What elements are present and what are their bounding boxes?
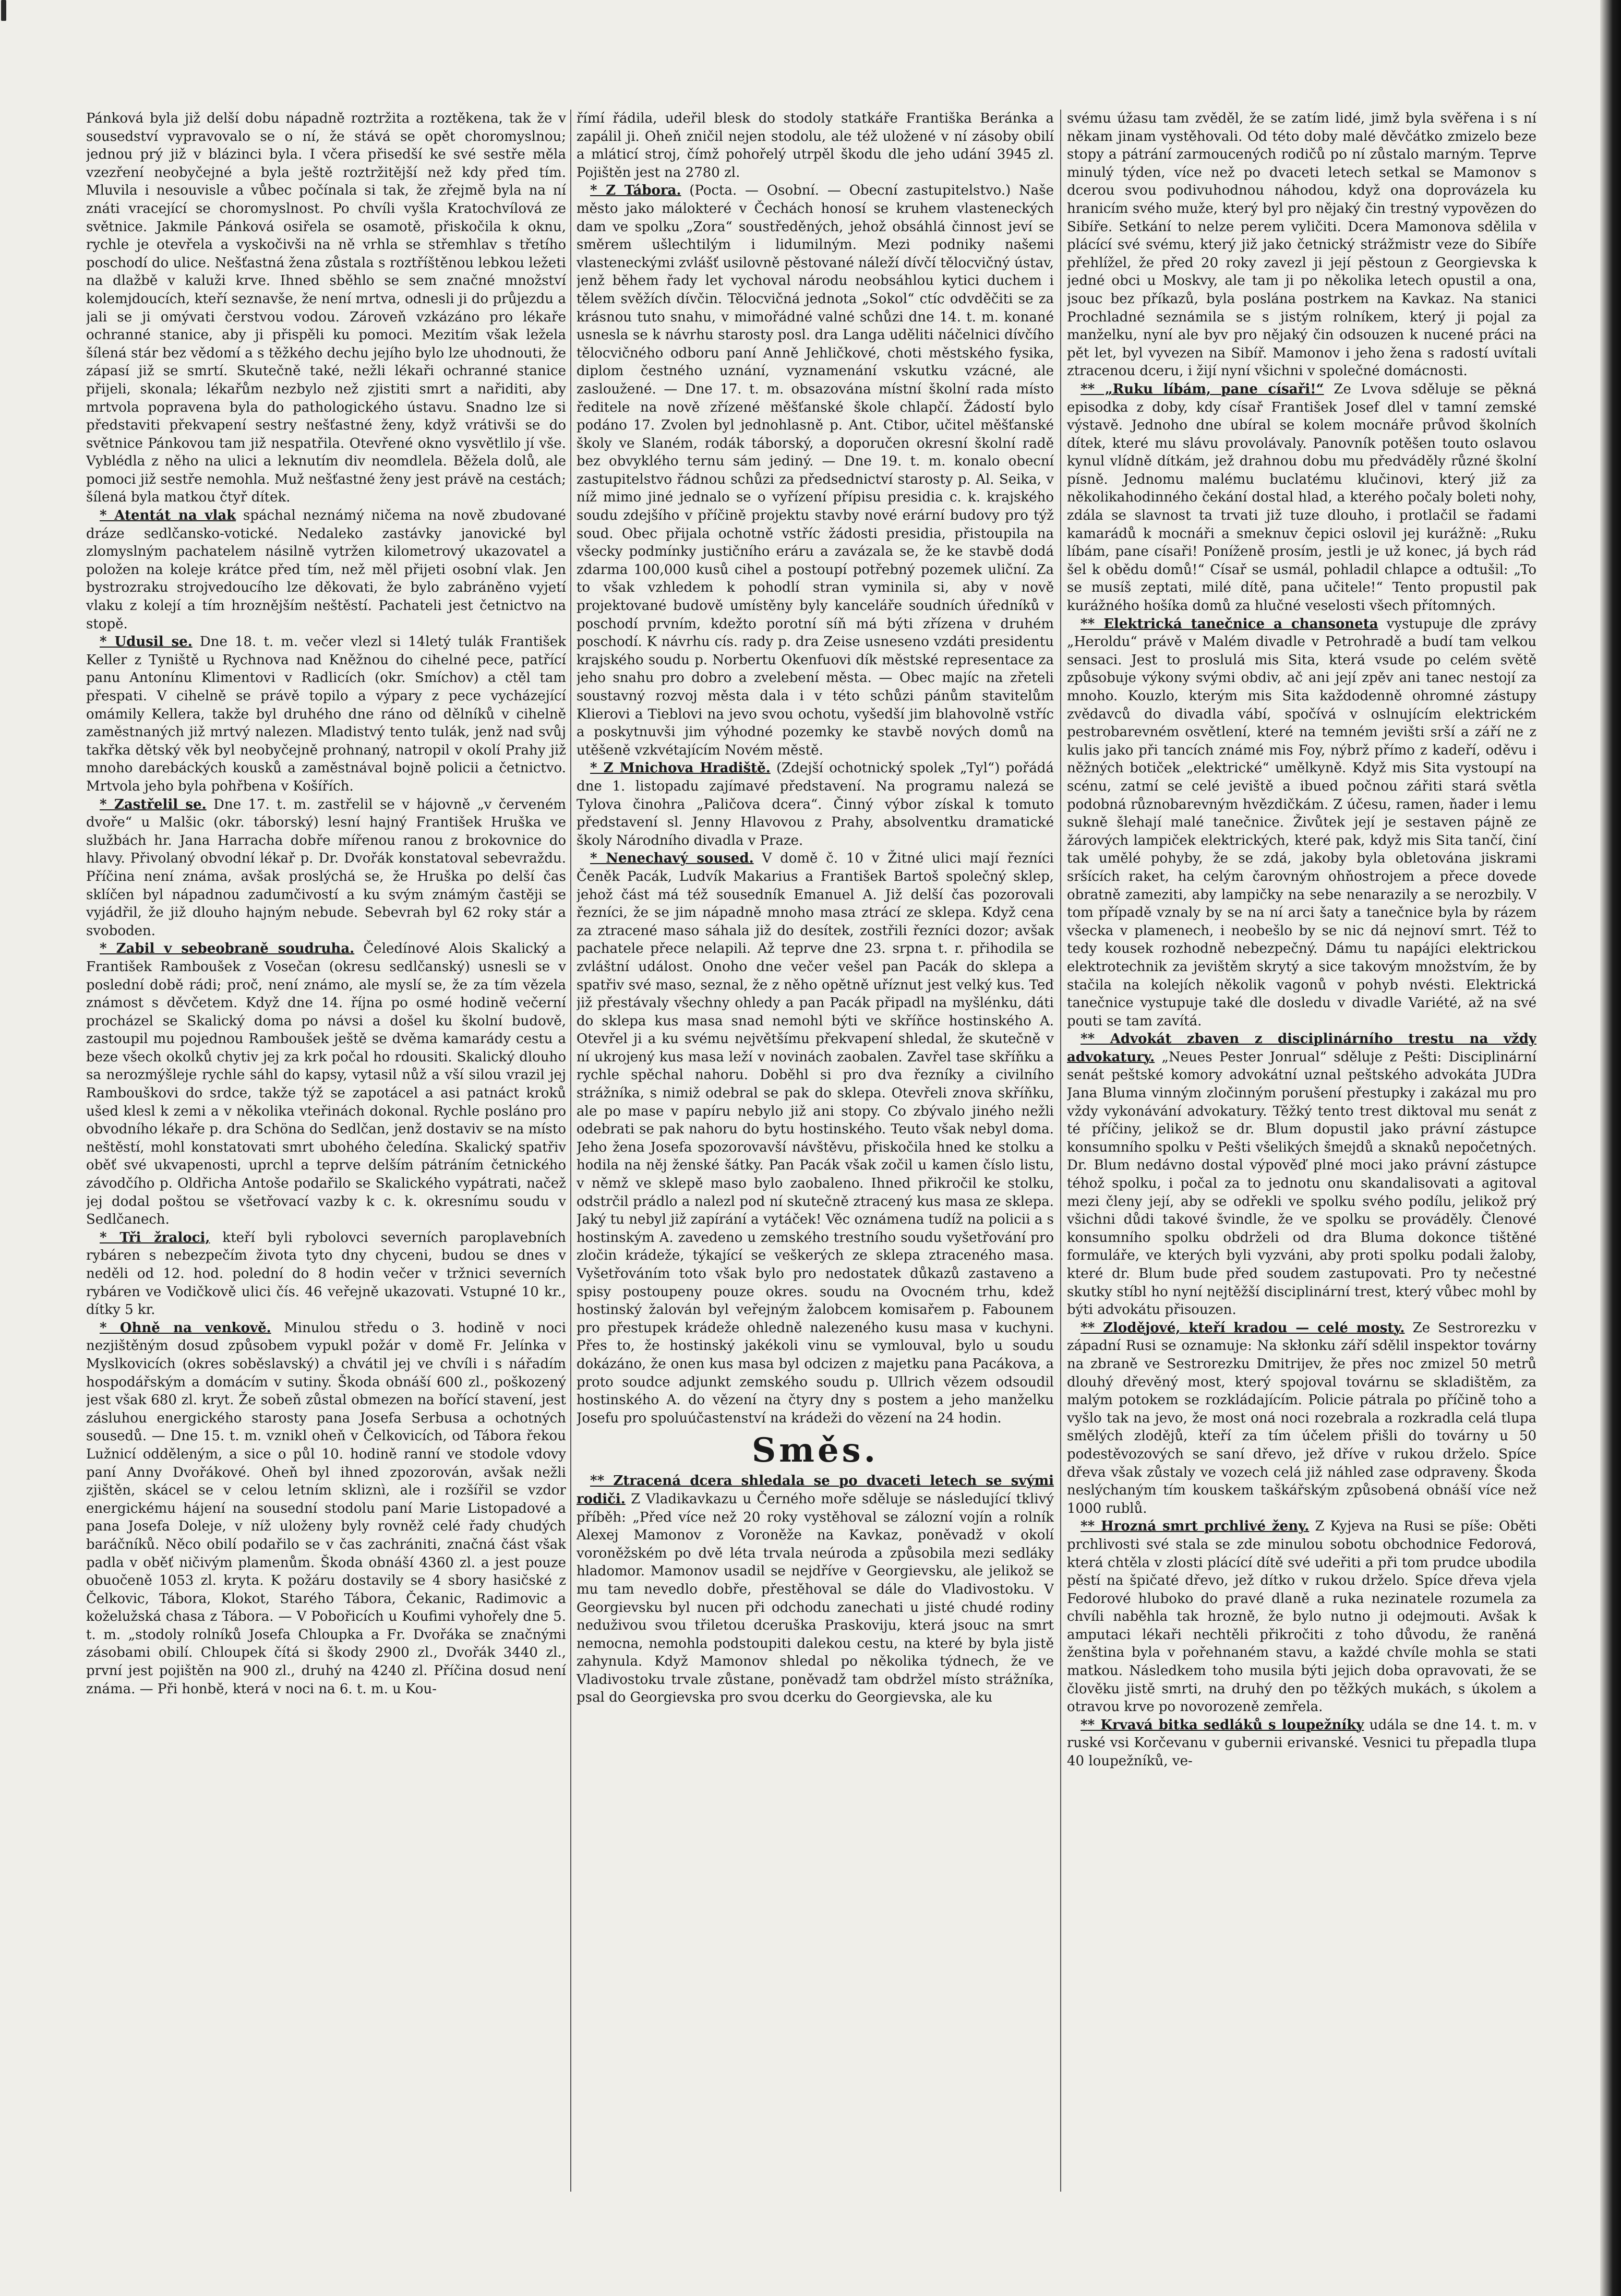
article-headline: ** Advokát zbaven z disciplinárního trestu na vždy advokatury. xyxy=(1067,1031,1536,1065)
article-headline: ** Ztracená dcera shledala se po dvaceti letech se svými rodiči. xyxy=(577,1473,1054,1507)
article-continuation: Pánková byla již delší dobu nápadně roztržita a roztěkena, tak že v sousedství vypravovalo se o ní, že stává se opět choromyslnou; jednou prý již v blázinci byla. I včera přisedší ke své sestře měla vzezření neobyčejné a byla ještě roztržitější než kdy před tím. Mluvila i nesouvisle a vůbec počínala si tak, že zřejmě byla na ní znáti vracející se choromyslnost. Po chvíli vyšla Kratochvílová ze světnice. Jakmile Pánková osiřela se osamotě, přiskočila k oknu, rychle je otevřela a vyskočivši na ně vrhla se střemhlav s třetího poschodí do ulice. Nešťastná žena zůstala s roztříštěnou lebkou ležeti na dlažbě v kaluži krve. Ihned sběhlo se sem značné množství kolemjdoucích, kteří seznavše, že není mrtva, odnesli ji do průjezdu a jali se ji omývati čerstvou vodou. Zároveň vzkázáno pro lékaře ochranné stanice, aby ji přispěli ku pomoci. Mezitím však ležela šílená stár bez vědomí a s těžkého dechu jejího bylo lze uhodnouti, že zápasí již se smrtí. Skutečně také, nežli lékaři ochranné stanice přijeli, skonala; lékařům nezbylo než zjistiti smrt a nařiditi, aby mrtvola popravena byla do pathologického ústavu. Snadno lze si představiti překvapení sestry nešťastné ženy, když vrátivši se do světnice Pánkovou tam již nespatřila. Otevřené okno vysvětlilo jí vše. Vyblédla z něho na ulici a leknutím div neomdlela. Běžela dolů, ale pomoci již sestře nemohla. Muž nešťastné ženy jest právě na cestách; šílená byla matkou čtyř dítek. xyxy=(86,111,566,506)
article-headline: * Tři žraloci, xyxy=(100,1229,210,1246)
article-emperor: ** „Ruku líbám, pane císaři!“ Ze Lvova sděluje se pěkná episodka z doby, kdy císař František Josef dlel v tamní zemské výstavě. Jednoho dne ubíral se kolem mocnáře průvod školních dítek, které mu slávu provolávaly. Panovník potěšen touto oslavou kynul vlídně dítkám, jež drahnou dobu mu předváděly různé školní písně. Jednomu malému buclatému klučinovi, který již za několikahodinného čekání dostal hlad, a kterého počaly boleti nohy, zdála se slavnost ta trvati již tuze dlouho, i protlačil se řadami kamarádů k mocnáři a smeknuv čepici oslovil jej kurážně: „Ruku líbám, pane císaři! Poníženě prosím, jestli je už konec, já bych rád šel k obědu domů!“ Císař se usmál, pohladil chlapce a odtušil: „To se musíš zeptati, milé dítě, pana učitele!“ Tento propustil pak kurážného hošíka domů za hlučné veselosti všech přítomných. xyxy=(1067,381,1536,614)
article-electric-dancer: ** Elektrická tanečnice a chansoneta vystupuje dle zprávy „Heroldu“ právě v Malém divadle v Petrohradě a budí tam velkou sensaci. Jest to proslulá mis Sita, která vsude po celém světě způsobuje výkony svými obdiv, ač ani její zpěv ani tanec nestojí za mnoho. Kouzlo, kterým mis Sita každodenně ohromné zástupy zvědavců do divadla vábí, spočívá v oslnujícím elektrickém pestrobarevném osvětlení, které na temném jevišti srší a září ne z kulis jako při tancích známé mis Foy, nýbrž přímo z kadeří, oděvu i něžných botiček „elektrické“ umělkyně. Když mis Sita vystoupí na scénu, zatmí se celé jeviště a ibued počnou zářiti stará světla podobná různobarevným hvězdičkám. Z účesu, ramen, ňader i lemu sukně šlehají malé tanečnice. Živůtek její je sestaven pájně ze žárových lampiček elektrických, které pak, když mis Sita tančí, činí tak umělé pohyby, že se zdá, jakoby byla obletována jiskrami sršících raket, ha celým čarovným ohňostrojem a přece dovede obratně zameziti, aby lampičky na sebe nenarazily a se nerozbily. V tom případě vznaly by se na ní arci šaty a tanečnice byla by rázem všecka v plamenech, i neobešlo by se nic dá nejnoví smrt. Též to tedy kousek rozhodně nebezpečný. Dámu tu napájíci elektrickou elektrotechnik za jevištěm skrytý a sice takovým množstvím, že by stačila na kolejích několik vagonů v pohyb nvésti. Elektrická tanečnice vystupuje také dle dosledu v divadle Variété, až na své pouti se tam zavítá. xyxy=(1067,616,1536,1029)
text-column-2 xyxy=(577,110,1054,2186)
article-continuation: svému úžasu tam zvěděl, že se zatím lidé, jimž byla svěřena i s ní někam jinam vystěhovali. Od této doby malé děvčátko zmizelo beze stopy a pátrání zarmoucených rodičů po ní zůstalo marným. Teprve minulý týden, více než po dvaceti letech setkal se Mamonov s dcerou svou podivuhodnou náhodou, když ona doprovázela ku hranicím svého muže, který byl pro nějaký čin trestný vypovězen do Sibíře. Setkání to nelze perem vyličiti. Dcera Mamonova sdělila v plácící své svému, který již jako četnický strážmistr veze do Sibíře přehlížel, že před 20 roky zavezl ji její pěstoun z Georgievska k jedné obci u Moskvy, ale tam ji po několika letech opustil a ona, jsouc bez příkazů, byla poslána postrkem na Kavkaz. Na stanici Prochladné seznámila se s jistým rolníkem, který ji pojal za manželku, nyní ale byv pro nějaký čin odsouzen k nucené práci na pět let, byl vyvezen na Sibíř. Mamonov i jeho žena s radostí uvítali ztracenou dceru, i žijí nyní všichni v společné domácnosti. xyxy=(1067,111,1536,379)
article-lawyer: ** Advokát zbaven z disciplinárního trestu na vždy advokatury. „Neues Pester Jonrual“ sděluje z Pešti: Disciplinární senát peštské komory advokátní uznal peštského advokáta JUDra Jana Bluma vinným zločinným porušení přestupky i zakázal mu pro vždy vykonávání advokatury. Těžký tento trest diktoval mu senát z té příčiny, jelikož se dr. Blum dopustil jako právní zástupce konsumního spolku v Pešti všelikých šmejdů a sknaků nepočetných. Dr. Blum nedávno dostal výpověď plné moci jako právní zástupce téhož spolku, i počal za to jednotu onu skandalisovati a agitoval mezi členy její, aby se odřekli ve spolku svého podílu, jelikož prý všichni důdi takové švindle, že ve spolku se prováděly. Členové konsumního spolku obdrželi od dra Bluma dokonce tištěné formuláře, ve kterých byli vyzváni, aby proti spolku podali žaloby, které dr. Blum bude před soudem zastupovati. Pro ty nečestné skutky stíbl ho nyní nejtěžší disciplinární trest, který vůbec mohl by býti advokátu přisouzen. xyxy=(1067,1031,1536,1318)
article-mnichovo-hradiste: * Z Mnichova Hradiště. (Zdejší ochotnický spolek „Tyl“) pořádá dne 1. listopadu zajímavé představení. Na programu nalezá se Tylova činohra „Paličova dcera“. Činný výbor získal k tomuto představení sl. Jenny Hlavovou z Prahy, absolventku dramatické školy Národního divadla v Praze. xyxy=(577,760,1054,848)
article-headline: ** Krvavá bitka sedláků s loupežníky xyxy=(1080,1717,1364,1733)
column-divider xyxy=(1060,110,1061,2192)
article-continuation: římí řádila, udeřil blesk do stodoly statkáře Františka Beránka a zapálil ji. Oheň zničil nejen stodolu, ale též uložené v ní zásoby obilí a mláticí stroj, čímž pohořelý utrpěl škodu dle jeho udání 3945 zl. Pojištěn jest na 2780 zl. xyxy=(577,111,1054,181)
article-headline: ** Elektrická tanečnice a chansoneta xyxy=(1080,616,1378,632)
scan-dark-edge xyxy=(1600,0,1621,2296)
article-headline: * Udusil se. xyxy=(100,634,193,650)
article-bridge-thieves: ** Zlodějové, kteří kradou — celé mosty. Ze Sestrorezku v západní Rusi se oznamuje: Na skłonku září sdělil inspektor továrny na zbraně ve Sestrorezku Dmitrijev, že přes noc zmizel 50 metrů dlouhý dřevěný most, který spojoval továrnu se skladištěm, za malým potokem se rozkládajícím. Policie pátrala po příčině toho a vyšlo tak na jevo, že most oná noci rozebrala a rozkradla celá tlupa smělých zlodějů, kteří za tím účelem přišli do továrny u 50 podestěvozových se saní dřevo, jež dříve v rukou drželo. Spíce dřeva však zůstaly ve vozech celá již náhled zase odpraveny. Škoda neslýchaným tím kouskem taškářským způsobená obnáší více než 1000 rublů. xyxy=(1067,1320,1536,1516)
article-headline: * Zabil v sebeobraně soudruha. xyxy=(100,941,355,957)
article-tabor: * Z Tábora. (Pocta. — Osobní. — Obecní zastupitelstvo.) Naše město jako málokteré v Čechách honosí se kruhem vlasteneckých dam ve spolku „Zora“ soustředěných, jehož obsáhlá činnost jeví se směrem ušlechtilým i lidumilným. Mezi podniky našemi vlasteneckými zvlášť usilovně pěstované náleží dívčí tělocvičný ústav, jenž během řady let vychoval národu neobsáhlou kytici duchem i tělem svěžích dívčin. Tělocvičná jednota „Sokol“ ctíc odvděčiti se za krásnou tuto snahu, v mimořádné valné schůzi dne 14. t. m. konané usnesla se k návrhu starosty posl. dra Langa uděliti náčelnici dívčího tělocvičného odboru paní Anně Jehličkové, choti městského fysika, diplom čestného uznání, vyznamenání vskutku vzácné, ale zasloužené. — Dne 17. t. m. obsazována místní školní rada místo ředitele na nově zřízené měšťanské škole chlapčí. Žádostí bylo podáno 17. Zvolen byl jednohlasně p. Ant. Ctibor, učitel měšťanské školy ve Slaném, rodák táborský, a doporučen okresní školní radě bez obvyklého ternu sám jediný. — Dne 19. t. m. konalo obecní zastupitelstvo řádnou schůzi za předsednictví starosty p. Al. Seika, v níž mimo jiné jednalo se o vyřízení přípisu presidia c. k. krajského soudu zdejšího v příčině projektu stavby nové erární budovy pro týž soud. Obec přijala ochotně vstříc žádosti presidia, přistoupila na všecky podmínky justičního eráru a zavázala se, že ke stavbě dodá zdarma 100,000 kusů cihel a postoupí potřebný pozemek uliční. Za to však vzhledem k pohodlí stran vyminila si, aby v nově projektované budově umístěny byly kanceláře soudních úředníků v poschodí prvním, kdežto porotní síň má býti zřízena v druhém poschodí. K návrhu cís. rady p. dra Zeise usneseno vzdáti presidentu krajského soudu p. Norbertu Okenfuovi dík městské representace za jeho snahu pro dobro a zvelebení města. — Obec majíc na zřeteli soustavný rozvoj města dala i v této schůzi pánům stavitelům Klierovi a Tieblovi na jevo svou ochotu, vyšedší jim blahovolně vstříc a poskytnuvši jim výhodné pozemky ke stavbě nových domů na utěšeně vzkvétajícím Novém městě. xyxy=(577,183,1054,758)
article-bloody-fight: ** Krvavá bitka sedláků s loupežníky udála se dne 14. t. m. v ruské vsi Korčevanu v gubernii erivanské. Vesnici tu přepadla tlupa 40 loupežníků, ve- xyxy=(1067,1717,1536,1769)
article-headline: ** Hrozná smrt prchlivé ženy. xyxy=(1080,1518,1310,1535)
article-headline: * Z Mnichova Hradiště. xyxy=(590,760,771,776)
text-column-1 xyxy=(86,110,566,2186)
article-sharks: * Tři žraloci, kteří byli rybolovci severních paroplavebních rybáren s nebezpečím života tyto dny chyceni, budou se dnes v neděli od 12. hod. polední do 8 hodin večer v tržnici severních rybáren ve Vodičkově ulici čís. 46 veřejně ukazovati. Vstupné 10 kr., dítky 5 kr. xyxy=(86,1229,566,1318)
article-greedy-neighbor: * Nenechavý soused. V domě č. 10 v Žitné ulici mají řezníci Čeněk Pacák, Ludvík Makarius a František Bartoš společný sklep, jehož část má též sousedník Emanuel A. Již delší čas pozorovali řezníci, že se jim nápadně mnoho masa ztrácí ze sklepa. Když cena za ztracené maso sáhala již do desítek, zostřili řezníci dozor; avšak pachatele přece nelapili. Až teprve dne 23. srpna t. r. přihodila se zvláštní událost. Onoho dne večer vešel pan Pacák do sklepa a spatřiv své maso, seznal, že z něho opětně uříznut jest velký kus. Teď již přestávaly všechny ohledy a pan Pacák připadl na myšlénku, dáti do sklepa kus masa snad nemohl býti ve skříňce hostinského A. Otevřel ji a ku svému největšímu překvapení shledal, že skutečně v ní ukrojený kus masa leží v novinách zaobalen. Zavřel tase skříňku a rychle spěchal nahoru. Doběhl si pro dva řezníky a civilního strážníka, s nimiž odebral se pak do sklepa. Otevřeli znova skříňku, ale po mase v papíru nebylo již ani stopy. Co zbývalo jiného nežli odebrati se pak nahoru do bytu hostinského. Teuto však nebyl doma. Jeho žena Josefa spozorovavší návštěvu, přiskočila hned ke stolku a hodila na něj ženské šátky. Pan Pacák však zočil u kamen číslo listu, v němž ve sklepě maso bylo zaobaleno. Ihned přikročil ke stolku, odstrčil prádlo a nalezl pod ní skutečně ztracený kus masa ze sklepa. Jaký tu nebyl již zapírání a vytáček! Věc oznámena tudíž na policii a s hostinským A. zavedeno u zemského trestního soudu vyšetřování pro zločin krádeže, týkající se veškerých ze sklepa ztraceného masa. Vyšetřováním toto však bylo pro nedostatek důkazů zastaveno a spisy postoupeny pouze okres. soudu na Ovocném trhu, kdež hostinský žalován byl veřejným žalobcem komisařem p. Fabounem pro přestupek krádeže ohledně nalezeného kusu masa v kuchyni. Přes to, že hostinský jakékoli vinu se vymlouval, bylo u soudu dokázáno, že onen kus masa byl odcizen z majetku pana Pacákova, a proto soudce adjunkt zemského soudu p. Ullrich vězem odsoudil hostinského A. do vězení na čtyry dny s postem a jeho manželku Josefu pro spoluúčastenství na krádeži do vězení na 24 hodin. xyxy=(577,851,1054,1426)
article-headline: * Z Tábora. xyxy=(590,183,681,199)
article-headline: ** Zlodějové, kteří kradou — celé mosty. xyxy=(1080,1320,1405,1336)
text-column-3 xyxy=(1067,110,1536,2186)
article-headline: * Nenechavý soused. xyxy=(590,851,754,867)
article-headline: * Atentát na vlak xyxy=(100,508,236,524)
section-title-smes: Směs. xyxy=(752,1431,879,1470)
article-train-attack: * Atentát na vlak spáchal neznámý ničema na nově zbudované dráze sedlčansko-votické. Nedaleko zastávky janovické byl zlomyslným pachatelem násilně vytržen kilometrový ukazovatel a položen na koleje krátce před tím, než měl přijeti osobní vlak. Jen bystrozraku strojvedoucího lze děkovati, že bylo zabráněno vyjetí vlaku z kolejí a tím hroznějším neštěstí. Pachateli jest četnictvo na stopě. xyxy=(86,508,566,632)
article-headline: ** „Ruku líbám, pane císaři!“ xyxy=(1080,381,1324,397)
article-lost-daughter: ** Ztracená dcera shledala se po dvaceti letech se svými rodiči. Z Vladikavkazu u Černého moře sděluje se následující tklivý příběh: „Před více než 20 roky vystěhoval se zálozní vojín a rolník Alexej Mamonov z Voroněže na Kavkaz, poněvadž v okolí voroněžském po dvě léta trvala neúroda a způsobila mezi sedláky hladomor. Mamonov usadil se nejdříve v Georgievsku, ale jelikož se mu tam nevedlo dobře, přestěhoval se dále do Vladivostoku. V Georgievsku byl nucen při odchodu zanechati u jisté chudé rodiny neduživou svou třiletou dceruška Praskoviju, která jsouc na smrt nemocna, nemohla podstoupiti dalekou cestu, na které by byla jistě zahynula. Když Mamonov shledal po několika týdnech, že ve Vladivostoku trvale zůstane, poněvadž tam obdržel místo strážníka, psal do Georgievska pro svou dcerku do Georgievska, ale ku xyxy=(577,1473,1054,1706)
article-fires: * Ohně na venkově. Minulou středu o 3. hodině v noci nezjištěným dosud způsobem vypukl požár v domě Fr. Jelínka v Myslkovicích (okres soběslavský) a chvátil jej ve chvíli i s nářadím hospodářským a domácím v sutiny. Škoda obnáší 600 zl., poškozený jest však 680 zl. kryt. Že sobeň zůstal obmezen na bořící stavení, jest zásluhou energického starosty pana Josefa Serbusa a ochotných sousedů. — Dne 15. t. m. vznikl oheň v Čelkovicích, od Tábora řekou Lužnicí odděleným, a sice o půl 10. hodině ranní ve stodole vdovy paní Anny Dvořákové. Oheň byl ihned zpozorován, avšak nežli zjištěn, skácel se v celou letním skliznì, ale i rozšířil se vzdor energickému hájení na sousední stodolu paní Marie Listopadové a pana Josefa Doleje, v níž uloženy byly rovněž celé řady chudých baráčníků. Něco obilí podařilo se v čas zachrániti, značná část však padla v oběť ničivým plamenům. Škoda obnáší 4360 zl. a jest pouze obuočeně 1053 zl. kryta. K požáru dostavily se 4 sbory hasičské z Čelkovic, Tábora, Klokot, Starého Tábora, Čekanic, Radimovic a koželužská chasa z Tábora. — V Pobořicích u Koufimi vyhořely dne 5. t. m. „stodoly rolníků Josefa Chloupka a Fr. Dvořáka se značnými zásobami obilí. Chloupek čítá si škody 2900 zl., Dvořák 3440 zl., první jest pojištěn na 900 zl., druhý na 4240 zl. Příčina dosud není známa. — Při honbě, která v noci na 6. t. m. u Kou- xyxy=(86,1320,566,1697)
column-divider xyxy=(570,110,571,2192)
scan-edge-mark xyxy=(1,0,6,21)
article-suffocated: * Udusil se. Dne 18. t. m. večer vlezl si 14letý tulák František Keller z Tyniště u Rychnova nad Kněžnou do cihelné pece, patřící panu Antonínu Klimentovi v Radlicích (okr. Smíchov) a ctěl tam přespati. V cihelně se právě topilo a výpary z pece vycházející omámily Kellera, takže byl druhého dne ráno od dělníků v cihelně zaměstnaných již mrtvý nalezen. Mladistvý tento tulák, jenž nad svůj takřka dětský věk byl neobyčejně prohnaný, natropil v okolí Prahy již mnoho darebáckých kousků a zaměstnával bojně policii a četnictvo. Mrtvola jeho byla pohřbena v Košířích. xyxy=(86,634,566,794)
article-terrible-death: ** Hrozná smrt prchlivé ženy. Z Kyjeva na Rusi se píše: Oběti prchlivosti své stala se zde minulou sobotu obchodnice Fedorová, která chtěla v zlosti plácící dítě své udeřiti a při tom prudce ubodila pěstí na špičaté dřevo, jež dítko v rukou drželo. Spíce dřeva vjela Fedorové hluboko do pravé dlaně a ruka nezinatele rozumela za chvíli naběhla tak hrozně, že bylo nutno ji odejmouti. Avšak k amputaci lékaři nechtěli přikročiti z toho důvodu, že raněná ženština byla v pořehnaném stavu, a každé chvíle mohla se stati matkou. Následkem toho musila býti jejich doba opravovati, že se člověku jistě smrti, na druhý den po těžkých mukách, s úkolem a otravou krve po novorozeně zemřela. xyxy=(1067,1518,1536,1715)
article-suicide: * Zastřelil se. Dne 17. t. m. zastřelil se v hájovně „v červeném dvoře“ u Malšic (okr. táborský) lesní hajný František Hruška ve službách hr. Jana Harracha dobře mířenou ranou z brokovnice do hlavy. Přivolaný obvodní lékař p. Dr. Dvořák konstatoval sebevraždu. Příčina není známa, avšak proslýchá se, že Hruška po delší čas sklíčen byl nápadnou zadumčivostí a ku svým známým častěji se vyjádřil, že již dlouho hajným nebude. Sebevrah byl 62 roky stár a svoboden. xyxy=(86,796,566,939)
article-self-defense: * Zabil v sebeobraně soudruha. Čeledínové Alois Skalický a František Ramboušek z Vosečan (okresu sedlčanský) usnesli se v poslední době rádi; proč, není známo, ale myslí se, že za tím vězela známost s děvčetem. Když dne 14. října po osmé hodině večerní procházel se Skalický doma po návsi a došel ku školní budově, zastoupil mu pojednou Ramboušek ještě se dvěma kamarády cestu a beze všech okolků chytiv jej za krk počal ho rdousiti. Skalický dlouho sa nerozmýšleje rychle sáhl do kapsy, vytasil nůž a vší silou vrazil jej Rambouškovi do srdce, takže týž se zapotácel a asi patnáct kroků ušed klesl k zemi a v několika vteřinách dokonal. Rychle posláno pro obvodního lékaře p. dra Schöna do Sedlčan, jenž dostaviv se na místo neštěstí, mohl konstatovati smrt ubohého čeledína. Skalický spatřiv oběť své ukvapenosti, uprchl a teprve delším pátráním četnického závodčího p. Oldřicha Antoše podařilo se Skalického vypátrati, načež jej dodal poštou se všetřovací vazby k c. k. okresnímu soudu v Sedlčanech. xyxy=(86,941,566,1228)
article-headline: * Ohně na venkově. xyxy=(100,1320,271,1336)
article-headline: * Zastřelil se. xyxy=(100,796,207,812)
